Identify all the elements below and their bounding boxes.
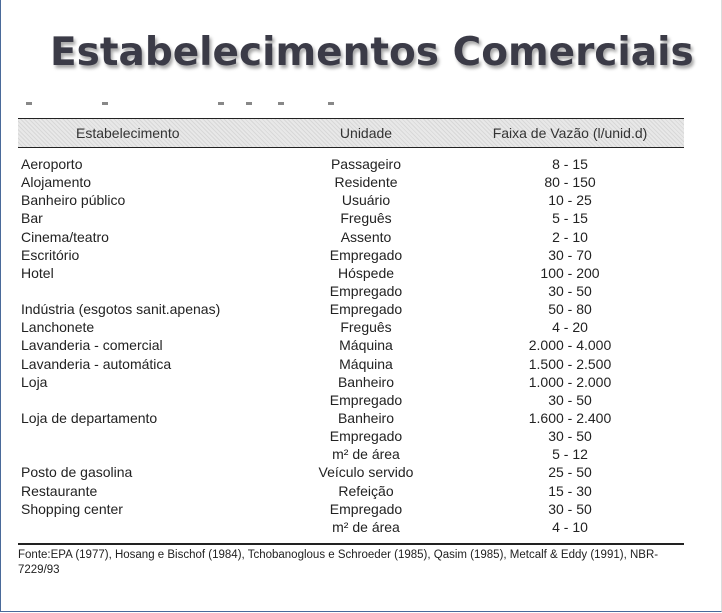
cell-estabelecimento: Lanchonete	[21, 319, 95, 336]
table-row	[18, 410, 684, 428]
cell-faixa-vazao: 10 - 25	[548, 192, 592, 209]
header-faixa-vazao: Faixa de Vazão (l/unid.d)	[492, 125, 648, 141]
cell-estabelecimento: Lavanderia - comercial	[21, 337, 163, 354]
table-row	[18, 229, 684, 247]
cell-estabelecimento: Cinema/teatro	[21, 228, 109, 245]
cell-faixa-vazao: 30 - 50	[548, 428, 592, 445]
cell-unidade: Empregado	[329, 391, 403, 408]
cell-faixa-vazao: 30 - 50	[548, 500, 592, 517]
cell-unidade: Hóspede	[337, 264, 395, 281]
table-row	[18, 265, 684, 283]
scan-artifacts	[20, 100, 680, 108]
cell-unidade: Empregado	[329, 428, 403, 445]
cell-faixa-vazao: 2 - 10	[552, 228, 588, 245]
cell-unidade: Máquina	[339, 355, 393, 372]
cell-unidade: Residente	[334, 174, 398, 191]
cell-faixa-vazao: 4 - 20	[552, 319, 588, 336]
cell-faixa-vazao: 5 - 12	[552, 446, 588, 463]
table-row	[18, 501, 684, 519]
table-body	[18, 156, 684, 537]
table-row	[18, 301, 684, 319]
slide-title: Estabelecimentos Comerciais	[50, 30, 694, 75]
cell-unidade: Usuário	[341, 192, 391, 209]
table-row	[18, 156, 684, 174]
table-row	[18, 247, 684, 265]
cell-faixa-vazao: 50 - 80	[548, 301, 592, 318]
cell-faixa-vazao: 25 - 50	[548, 464, 592, 481]
header-unidade: Unidade	[339, 125, 393, 141]
table-row	[18, 337, 684, 355]
cell-unidade: Passageiro	[330, 156, 402, 172]
cell-estabelecimento: Indústria (esgotos sanit.apenas)	[21, 301, 221, 318]
cell-faixa-vazao: 1.500 - 2.500	[528, 355, 612, 372]
cell-unidade: Empregado	[329, 500, 403, 517]
cell-faixa-vazao: 30 - 50	[548, 391, 592, 408]
cell-unidade: m² de área	[332, 518, 400, 535]
table-row	[18, 174, 684, 192]
source-footnote: Fonte:EPA (1977), Hosang e Bischof (1984), Tchobanoglous e Schroeder (1985), Qasim (1985), Metcalf & Eddy (1991), NBR-7229/93	[18, 549, 659, 576]
table-row	[18, 446, 684, 464]
cell-faixa-vazao: 5 - 15	[552, 210, 588, 227]
cell-estabelecimento: Aeroporto	[21, 156, 83, 172]
cell-faixa-vazao: 15 - 30	[548, 482, 592, 499]
cell-faixa-vazao: 4 - 10	[552, 518, 588, 535]
cell-unidade: Banheiro	[337, 373, 395, 390]
table-row	[18, 483, 684, 501]
cell-faixa-vazao: 2.000 - 4.000	[528, 337, 612, 354]
cell-estabelecimento: Loja de departamento	[21, 409, 158, 426]
table-row	[18, 210, 684, 228]
table-row	[18, 283, 684, 301]
table-row	[18, 319, 684, 337]
cell-faixa-vazao: 30 - 70	[548, 246, 592, 263]
cell-estabelecimento: Bar	[21, 210, 43, 227]
table-row	[18, 464, 684, 482]
cell-estabelecimento: Escritório	[21, 246, 80, 263]
cell-faixa-vazao: 100 - 200	[540, 264, 600, 281]
cell-unidade: Banheiro	[337, 409, 395, 426]
cell-faixa-vazao: 1.000 - 2.000	[528, 373, 612, 390]
table-row	[18, 519, 684, 537]
cell-estabelecimento: Lavanderia - automática	[21, 355, 172, 372]
cell-unidade: Empregado	[329, 282, 403, 299]
cell-estabelecimento: Banheiro público	[21, 192, 126, 209]
flow-rate-table	[18, 118, 684, 537]
table-row	[18, 356, 684, 374]
cell-unidade: Freguês	[340, 210, 392, 227]
cell-unidade: Assento	[340, 228, 392, 245]
cell-unidade: Máquina	[339, 337, 393, 354]
cell-estabelecimento: Posto de gasolina	[21, 464, 133, 481]
table-row	[18, 374, 684, 392]
cell-unidade: Veículo servido	[318, 464, 414, 481]
cell-unidade: m² de área	[332, 446, 400, 463]
cell-unidade: Empregado	[329, 246, 403, 263]
cell-unidade: Empregado	[329, 301, 403, 318]
cell-estabelecimento: Hotel	[21, 264, 54, 281]
cell-faixa-vazao: 30 - 50	[548, 282, 592, 299]
header-estabelecimento: Estabelecimento	[76, 125, 180, 141]
cell-estabelecimento: Restaurante	[21, 482, 98, 499]
cell-unidade: Refeição	[338, 482, 394, 499]
cell-faixa-vazao: 1.600 - 2.400	[528, 409, 612, 426]
cell-estabelecimento: Shopping center	[21, 500, 123, 517]
cell-estabelecimento: Alojamento	[21, 174, 92, 191]
table-row	[18, 192, 684, 210]
cell-estabelecimento: Loja	[21, 373, 48, 390]
cell-faixa-vazao: 80 - 150	[544, 174, 596, 191]
table-row	[18, 392, 684, 410]
table-row	[18, 428, 684, 446]
cell-faixa-vazao: 8 - 15	[552, 156, 588, 172]
cell-unidade: Freguês	[340, 319, 392, 336]
footer-rule	[18, 543, 684, 545]
table-header	[18, 118, 684, 148]
